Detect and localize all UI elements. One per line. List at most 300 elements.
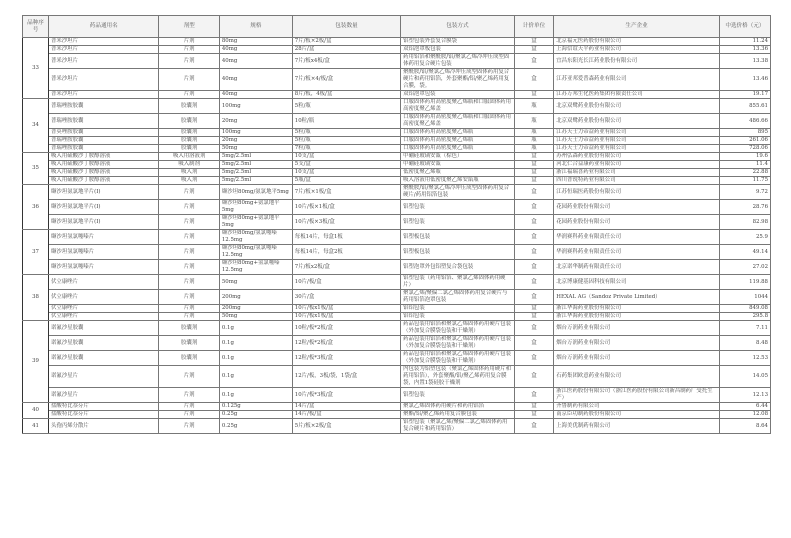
dosage-form-cell: 吸入制剂: [159, 161, 219, 169]
dosage-form-cell: 片剂: [159, 411, 219, 419]
price-cell: 28.76: [719, 200, 770, 215]
table-row: [23, 290, 771, 305]
dosage-form-cell: 胶囊剂: [159, 145, 219, 153]
table-row: [23, 245, 771, 260]
pack-qty-cell: 12片/板，3板/袋，1袋/盒: [292, 366, 400, 388]
price-cell: 6.44: [719, 403, 770, 411]
table-row: [23, 200, 771, 215]
table-row: [23, 411, 771, 419]
drug-name-cell: 缬沙坦氢氯噻嗪片: [49, 245, 159, 260]
group-seq-cell: 35: [23, 153, 49, 185]
dosage-form-cell: 片剂: [159, 215, 219, 230]
price-cell: 13.36: [719, 46, 770, 54]
spec-cell: 40mg: [219, 91, 292, 99]
header-seq: 品种序号: [23, 16, 49, 38]
price-cell: 12.13: [719, 388, 770, 403]
price-cell: 11.4: [719, 161, 770, 169]
drug-name-cell: 普瑞唑胺胶囊: [49, 114, 159, 129]
drug-name-cell: 吸入用硫酸沙丁胺醇溶液: [49, 177, 159, 185]
manufacturer-cell: 烟台万润药业有限公司: [554, 336, 720, 351]
table-row: [23, 177, 771, 185]
pack-qty-cell: 5支/盒: [292, 161, 400, 169]
price-cell: 49.14: [719, 245, 770, 260]
manufacturer-cell: HEXAL AG（Sandoz Private Limited）: [554, 290, 720, 305]
table-row: [23, 114, 771, 129]
price-cell: 27.02: [719, 260, 770, 275]
header-pack-qty: 包装数量: [292, 16, 400, 38]
pack-qty-cell: 10片/板x1板/盒: [292, 305, 400, 313]
pack-qty-cell: 每板14片，每盒2板: [292, 245, 400, 260]
pack-method-cell: 铝塑包装（聚氯乙烯/聚偏二氯乙烯固体药用复合硬片和药用铝箔）: [401, 419, 515, 434]
manufacturer-cell: 四川普锐特药业有限公司: [554, 177, 720, 185]
pack-method-cell: 聚酰胺/铝/聚氯乙烯冷冲压成型固体药用复合硬片和药用铝箔，外套聚酯/铝/聚乙烯药用复合膜，袋。: [401, 69, 515, 91]
table-row: [23, 137, 771, 145]
drug-name-cell: 普瑞唑胺胶囊: [49, 99, 159, 114]
drug-name-cell: 缬沙坦氨氯地平片(Ⅰ): [49, 185, 159, 200]
unit-cell: 盒: [514, 366, 554, 388]
unit-cell: 盒: [514, 351, 554, 366]
pack-qty-cell: 7片/板x4板/盒: [292, 54, 400, 69]
unit-cell: 盒: [514, 245, 554, 260]
dosage-form-cell: 片剂: [159, 366, 219, 388]
dosage-form-cell: 片剂: [159, 91, 219, 99]
group-seq-cell: 36: [23, 185, 49, 230]
unit-cell: 盒: [514, 411, 554, 419]
manufacturer-cell: 浙江华海药业股份有限公司: [554, 305, 720, 313]
pack-method-cell: 药品包装用铝箔和聚氯乙烯固体药用硬片包装（外加复合膜袋包装和干燥剂）: [401, 321, 515, 336]
drug-name-cell: 伏立康唑片: [49, 290, 159, 305]
price-cell: 8.48: [719, 336, 770, 351]
manufacturer-cell: 江苏天士力帝益药业有限公司: [554, 145, 720, 153]
dosage-form-cell: 片剂: [159, 245, 219, 260]
header-unit: 计价单位: [514, 16, 554, 38]
unit-cell: 瓶: [514, 137, 554, 145]
pack-qty-cell: 10片/板/盒: [292, 275, 400, 290]
table-row: [23, 161, 771, 169]
pack-method-cell: 口服固体药用高密度聚乙烯瓶和口服固体药用高密度聚乙烯盖: [401, 114, 515, 129]
pack-method-cell: 吸入溶液用低密度聚乙烯安瓿瓶: [401, 177, 515, 185]
pack-qty-cell: 7片/板×1板/盒: [292, 185, 400, 200]
manufacturer-cell: 北京福元医药股份有限公司: [554, 38, 720, 46]
pack-qty-cell: 8片/板，4板/盒: [292, 91, 400, 99]
manufacturer-cell: 河北仁合益康药业有限公司: [554, 161, 720, 169]
manufacturer-cell: 北京双鹭药业股份有限公司: [554, 99, 720, 114]
spec-cell: 80mg: [219, 38, 292, 46]
dosage-form-cell: 片剂: [159, 275, 219, 290]
table-header-row: [23, 16, 771, 38]
unit-cell: 盒: [514, 260, 554, 275]
spec-cell: 0.125g: [219, 403, 292, 411]
pack-qty-cell: 5粒/瓶: [292, 99, 400, 114]
price-cell: 25.9: [719, 230, 770, 245]
unit-cell: 瓶: [514, 99, 554, 114]
table-row: [23, 305, 771, 313]
drug-name-cell: 盐酸特比萘芬片: [49, 403, 159, 411]
dosage-form-cell: 胶囊剂: [159, 129, 219, 137]
table-row: [23, 129, 771, 137]
pack-method-cell: 口服固体药用高密度聚乙烯瓶和口服固体药用高密度聚乙烯盖: [401, 99, 515, 114]
price-cell: 12.08: [719, 411, 770, 419]
pack-qty-cell: 12粒/板*3板/盒: [292, 351, 400, 366]
dosage-form-cell: 片剂: [159, 69, 219, 91]
spec-cell: 100mg: [219, 99, 292, 114]
dosage-form-cell: 片剂: [159, 313, 219, 321]
group-seq-cell: 41: [23, 419, 49, 434]
pack-qty-cell: 7粒/瓶: [292, 145, 400, 153]
table-row: [23, 145, 771, 153]
table-row: [23, 366, 771, 388]
unit-cell: 盒: [514, 46, 554, 54]
spec-cell: 缬沙坦80mg+氨氯地平5mg: [219, 200, 292, 215]
unit-cell: 盒: [514, 275, 554, 290]
manufacturer-cell: 宜昌东阳光长江药业股份有限公司: [554, 54, 720, 69]
pack-qty-cell: 每板14片，每盒1板: [292, 230, 400, 245]
manufacturer-cell: 烟台万润药业有限公司: [554, 321, 720, 336]
table-row: [23, 419, 771, 434]
spec-cell: 200mg: [219, 290, 292, 305]
dosage-form-cell: 片剂: [159, 260, 219, 275]
pack-qty-cell: 10片/板×3板/盒: [292, 215, 400, 230]
pack-qty-cell: 5粒/瓶: [292, 129, 400, 137]
pack-method-cell: 铝铝包装: [401, 313, 515, 321]
table-row: [23, 275, 771, 290]
drug-name-cell: 普米沙坦片: [49, 38, 159, 46]
price-cell: 13.38: [719, 54, 770, 69]
price-cell: 82.98: [719, 215, 770, 230]
manufacturer-cell: 华润赛科药业有限责任公司: [554, 230, 720, 245]
drug-price-table: [22, 15, 771, 434]
dosage-form-cell: 胶囊剂: [159, 99, 219, 114]
dosage-form-cell: 胶囊剂: [159, 321, 219, 336]
table-row: [23, 230, 771, 245]
table-body: [23, 38, 771, 434]
price-cell: 19.17: [719, 91, 770, 99]
drug-name-cell: 普米沙坦片: [49, 69, 159, 91]
manufacturer-cell: 花园药业股份有限公司: [554, 200, 720, 215]
unit-cell: 盒: [514, 336, 554, 351]
unit-cell: 盒: [514, 419, 554, 434]
table-row: [23, 91, 771, 99]
pack-method-cell: 铝铝包装: [401, 305, 515, 313]
unit-cell: 盒: [514, 54, 554, 69]
pack-qty-cell: 10支/盒: [292, 169, 400, 177]
drug-name-cell: 头孢丙烯分散片: [49, 419, 159, 434]
manufacturer-cell: 浙江医药股份有限公司（浙江医药股份有限公司新昌制药厂受托生产）: [554, 388, 720, 403]
spec-cell: 缬沙坦80mg/氢氯噻嗪12.5mg: [219, 230, 292, 245]
unit-cell: 盒: [514, 388, 554, 403]
manufacturer-cell: 浙江华海药业股份有限公司: [554, 313, 720, 321]
drug-name-cell: 缬沙坦氢氯噻嗪片: [49, 230, 159, 245]
price-cell: 895: [719, 129, 770, 137]
dosage-form-cell: 片剂: [159, 305, 219, 313]
manufacturer-cell: 江苏天士力帝益药业有限公司: [554, 129, 720, 137]
spec-cell: 缬沙坦80mg+氢氯噻嗪12.5mg: [219, 260, 292, 275]
spec-cell: 缬沙坦80mg/氨氯地平5mg: [219, 185, 292, 200]
manufacturer-cell: 苏州弘森药业股份有限公司: [554, 153, 720, 161]
unit-cell: 盒: [514, 38, 554, 46]
pack-qty-cell: 10粒/板*2板/盒: [292, 321, 400, 336]
price-cell: 1044: [719, 290, 770, 305]
pack-method-cell: 双铝泡罩包装: [401, 91, 515, 99]
pack-method-cell: 铝塑包装: [401, 388, 515, 403]
spec-cell: 50mg: [219, 145, 292, 153]
pack-qty-cell: 5瓶/盒: [292, 177, 400, 185]
table-row: [23, 46, 771, 54]
pack-qty-cell: 7片/板×2板/盒: [292, 38, 400, 46]
dosage-form-cell: 片剂: [159, 290, 219, 305]
table-row: [23, 351, 771, 366]
manufacturer-cell: 齐鲁制药有限公司: [554, 403, 720, 411]
header-generic-name: 药品通用名: [49, 16, 159, 38]
pack-method-cell: 药品包装用铝箔和聚氯乙烯固体药用硬片包装（外加复合膜袋包装和干燥剂）: [401, 336, 515, 351]
group-seq-cell: 37: [23, 230, 49, 275]
price-cell: 486.66: [719, 114, 770, 129]
unit-cell: 盒: [514, 215, 554, 230]
pack-qty-cell: 10片/板x1板/盒: [292, 313, 400, 321]
pack-method-cell: 铝塑包装外套复合膜袋: [401, 38, 515, 46]
manufacturer-cell: 上海美优制药有限公司: [554, 419, 720, 434]
table-row: [23, 54, 771, 69]
pack-method-cell: 铝塑板包装: [401, 230, 515, 245]
price-cell: 13.46: [719, 69, 770, 91]
pack-qty-cell: 10片/板*3板/盒: [292, 388, 400, 403]
spec-cell: 5mg/2.5ml: [219, 169, 292, 177]
table-row: [23, 336, 771, 351]
drug-name-cell: 吸入用硫酸沙丁胺醇溶液: [49, 161, 159, 169]
pack-qty-cell: 10片/板×1板/盒: [292, 200, 400, 215]
manufacturer-cell: 江苏万邦生化医药集团有限责任公司: [554, 91, 720, 99]
unit-cell: 盒: [514, 321, 554, 336]
price-cell: 19.6: [719, 153, 770, 161]
manufacturer-cell: 北京诺华制药有限责任公司: [554, 260, 720, 275]
group-seq-cell: 33: [23, 38, 49, 99]
pack-method-cell: 双铝泡罩板包装: [401, 46, 515, 54]
dosage-form-cell: 片剂: [159, 46, 219, 54]
unit-cell: 盒: [514, 403, 554, 411]
header-price: 中选价格（元）: [719, 16, 770, 38]
pack-method-cell: 聚酯/铝/聚乙烯药用复合膜包装: [401, 411, 515, 419]
spec-cell: 50mg: [219, 275, 292, 290]
unit-cell: 盒: [514, 169, 554, 177]
pack-qty-cell: 5片/板×2板/盒: [292, 419, 400, 434]
pack-method-cell: 口服固体药用高密度聚乙烯瓶: [401, 137, 515, 145]
table-row: [23, 215, 771, 230]
dosage-form-cell: 片剂: [159, 38, 219, 46]
spec-cell: 20mg: [219, 137, 292, 145]
unit-cell: 盒: [514, 200, 554, 215]
drug-name-cell: 诺氟沙星片: [49, 366, 159, 388]
dosage-form-cell: 片剂: [159, 230, 219, 245]
unit-cell: 盒: [514, 177, 554, 185]
spec-cell: 0.1g: [219, 388, 292, 403]
pack-qty-cell: 5粒/瓶: [292, 137, 400, 145]
price-cell: 295.8: [719, 313, 770, 321]
unit-cell: 盒: [514, 313, 554, 321]
manufacturer-cell: 浙江福瑞喜药业有限公司: [554, 169, 720, 177]
pack-method-cell: 低密度聚乙烯瓶: [401, 169, 515, 177]
drug-name-cell: 诺氟沙星片: [49, 388, 159, 403]
unit-cell: 盒: [514, 161, 554, 169]
unit-cell: 盒: [514, 230, 554, 245]
dosage-form-cell: 吸入剂: [159, 169, 219, 177]
pack-method-cell: 聚酰胺/铝/聚氯乙烯冷冲压成型固体药用复合硬片/药用铝箔包装: [401, 185, 515, 200]
price-cell: 849.08: [719, 305, 770, 313]
pack-method-cell: 铝塑包装: [401, 200, 515, 215]
dosage-form-cell: 吸入剂: [159, 177, 219, 185]
dosage-form-cell: 片剂: [159, 388, 219, 403]
drug-name-cell: 缬沙坦氨氯地平片(Ⅰ): [49, 200, 159, 215]
drug-name-cell: 伏立康唑片: [49, 275, 159, 290]
pack-qty-cell: 7片/板x2板/盒: [292, 260, 400, 275]
price-cell: 8.64: [719, 419, 770, 434]
spec-cell: 20mg: [219, 114, 292, 129]
pack-qty-cell: 30片/盒: [292, 290, 400, 305]
drug-name-cell: 吸入用硫酸沙丁胺醇溶液: [49, 169, 159, 177]
table-row: [23, 260, 771, 275]
pack-method-cell: 聚氯乙烯/聚偏二氯乙烯固体药用复合硬片与药用铝箔泡罩包装: [401, 290, 515, 305]
unit-cell: 盒: [514, 91, 554, 99]
spec-cell: 40mg: [219, 46, 292, 54]
pack-qty-cell: 10粒/瓶: [292, 114, 400, 129]
group-seq-cell: 38: [23, 275, 49, 321]
manufacturer-cell: 烟台万润药业有限公司: [554, 351, 720, 366]
drug-name-cell: 普莫唑胺胶囊: [49, 129, 159, 137]
table-row: [23, 321, 771, 336]
price-cell: 11.75: [719, 177, 770, 185]
drug-name-cell: 缬沙坦氨氯地平片(Ⅰ): [49, 215, 159, 230]
pack-method-cell: 铝塑包装: [401, 215, 515, 230]
table-row: [23, 388, 771, 403]
header-dosage-form: 剂型: [159, 16, 219, 38]
spec-cell: 50mg: [219, 313, 292, 321]
header-pack-method: 包装方式: [401, 16, 515, 38]
dosage-form-cell: 胶囊剂: [159, 114, 219, 129]
dosage-form-cell: 片剂: [159, 403, 219, 411]
drug-name-cell: 伏立康唑片: [49, 305, 159, 313]
drug-name-cell: 普瑞唑胺胶囊: [49, 137, 159, 145]
spec-cell: 100mg: [219, 129, 292, 137]
pack-method-cell: 口服固体药用高密度聚乙烯瓶: [401, 129, 515, 137]
dosage-form-cell: 片剂: [159, 185, 219, 200]
dosage-form-cell: 胶囊剂: [159, 336, 219, 351]
manufacturer-cell: 南京臣功制药股份有限公司: [554, 411, 720, 419]
drug-name-cell: 吸入用硫酸沙丁胺醇溶液: [49, 153, 159, 161]
table-row: [23, 99, 771, 114]
unit-cell: 盒: [514, 69, 554, 91]
spec-cell: 0.1g: [219, 366, 292, 388]
group-seq-cell: 40: [23, 403, 49, 419]
group-seq-cell: 34: [23, 99, 49, 153]
pack-qty-cell: 7片/板×4/板/盒: [292, 69, 400, 91]
unit-cell: 盒: [514, 305, 554, 313]
spec-cell: 40mg: [219, 69, 292, 91]
dosage-form-cell: 片剂: [159, 419, 219, 434]
price-cell: 7.11: [719, 321, 770, 336]
pack-qty-cell: 14片/盒: [292, 403, 400, 411]
price-cell: 855.61: [719, 99, 770, 114]
table-row: [23, 69, 771, 91]
price-cell: 728.06: [719, 145, 770, 153]
dosage-form-cell: 胶囊剂: [159, 137, 219, 145]
drug-name-cell: 普米沙坦片: [49, 54, 159, 69]
pack-method-cell: 药品包装用铝箔和聚氯乙烯固体药用硬片包装（外加复合膜袋包装和干燥剂）: [401, 351, 515, 366]
spec-cell: 0.1g: [219, 351, 292, 366]
pack-method-cell: 铝塑包装（药用铝箔、聚氯乙烯固体药用硬片）: [401, 275, 515, 290]
manufacturer-cell: 花园药业股份有限公司: [554, 215, 720, 230]
pack-method-cell: 药用铝箔和聚酰胺/铝/聚氯乙烯冷冲压成型固体药用复合硬片包装: [401, 54, 515, 69]
manufacturer-cell: 石药集团欧意药业有限公司: [554, 366, 720, 388]
manufacturer-cell: 北京博康健基因科技有限公司: [554, 275, 720, 290]
spec-cell: 0.1g: [219, 336, 292, 351]
table-row: [23, 403, 771, 411]
pack-method-cell: 铝塑泡罩外包铝塑复合袋包装: [401, 260, 515, 275]
price-cell: 22.88: [719, 169, 770, 177]
dosage-form-cell: 片剂: [159, 54, 219, 69]
price-cell: 261.06: [719, 137, 770, 145]
header-spec: 规格: [219, 16, 292, 38]
unit-cell: 瓶: [514, 129, 554, 137]
manufacturer-cell: 江苏亚邦爱普森药业有限公司: [554, 69, 720, 91]
procurement-price-sheet: [22, 15, 771, 434]
unit-cell: 盒: [514, 153, 554, 161]
dosage-form-cell: 片剂: [159, 200, 219, 215]
dosage-form-cell: 胶囊剂: [159, 351, 219, 366]
spec-cell: 缬沙坦80mg/氢氯噻嗪12.5mg: [219, 245, 292, 260]
price-cell: 11.24: [719, 38, 770, 46]
pack-method-cell: 中硼硅玻璃安瓿（棕色）: [401, 153, 515, 161]
table-row: [23, 313, 771, 321]
drug-name-cell: 伏立康唑片: [49, 313, 159, 321]
price-cell: 14.05: [719, 366, 770, 388]
unit-cell: 盒: [514, 185, 554, 200]
price-cell: 12.53: [719, 351, 770, 366]
drug-name-cell: 普米沙坦片: [49, 46, 159, 54]
spec-cell: 0.1g: [219, 321, 292, 336]
pack-qty-cell: 14片/板/盒: [292, 411, 400, 419]
dosage-form-cell: 吸入用溶液剂: [159, 153, 219, 161]
drug-name-cell: 普米沙坦片: [49, 91, 159, 99]
pack-method-cell: 铝塑板包装: [401, 245, 515, 260]
pack-method-cell: 内包装为铝塑包装（聚氯乙烯固体药用硬片和药用铝箔），外套聚酯/铝/聚乙烯药用复合膜袋，内置1袋硅胶干燥剂: [401, 366, 515, 388]
spec-cell: 0.25g: [219, 419, 292, 434]
group-seq-cell: 39: [23, 321, 49, 403]
unit-cell: 盒: [514, 290, 554, 305]
pack-qty-cell: 12粒/板*2板/盒: [292, 336, 400, 351]
manufacturer-cell: 华润赛科药业有限责任公司: [554, 245, 720, 260]
drug-name-cell: 盐酸特比萘芬片: [49, 411, 159, 419]
manufacturer-cell: 北京双鹭药业股份有限公司: [554, 114, 720, 129]
pack-qty-cell: 10支/盒: [292, 153, 400, 161]
spec-cell: 5mg/2.5ml: [219, 177, 292, 185]
spec-cell: 40mg: [219, 54, 292, 69]
drug-name-cell: 诺氟沙星胶囊: [49, 336, 159, 351]
drug-name-cell: 缬沙坦氢氯噻嗪片: [49, 260, 159, 275]
spec-cell: 200mg: [219, 305, 292, 313]
unit-cell: 瓶: [514, 145, 554, 153]
header-manufacturer: 生产企业: [554, 16, 720, 38]
drug-name-cell: 普瑞唑胺胶囊: [49, 145, 159, 153]
unit-cell: 瓶: [514, 114, 554, 129]
pack-qty-cell: 28片/盒: [292, 46, 400, 54]
manufacturer-cell: 江苏恒瑞医药股份有限公司: [554, 185, 720, 200]
spec-cell: 0.25g: [219, 411, 292, 419]
drug-name-cell: 诺氟沙星胶囊: [49, 321, 159, 336]
spec-cell: 缬沙坦80mg+氨氯地平5mg: [219, 215, 292, 230]
manufacturer-cell: 江苏天士力帝益药业有限公司: [554, 137, 720, 145]
manufacturer-cell: 上海信谊天平药业有限公司: [554, 46, 720, 54]
price-cell: 119.88: [719, 275, 770, 290]
pack-method-cell: 口服固体药用高密度聚乙烯瓶: [401, 145, 515, 153]
